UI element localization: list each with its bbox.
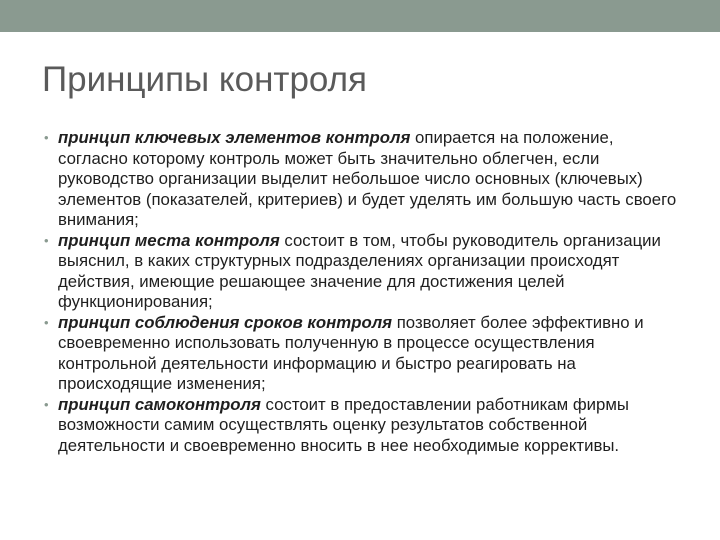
bullet-term: принцип самоконтроля bbox=[58, 394, 261, 414]
bullet-term: принцип места контроля bbox=[58, 230, 280, 250]
top-band bbox=[0, 0, 720, 32]
bullet-text: опирается на положение, согласно которому контроль может быть значительно облегчен, если руководство организации выделит небольшое число основных (ключевых) элементов (показателей, критериев) и будет уделять им большую часть своего внимания; bbox=[58, 128, 677, 229]
bullet-item bbox=[44, 128, 684, 231]
bullet-term: принцип соблюдения сроков контроля bbox=[58, 312, 393, 332]
bullet-item bbox=[44, 395, 684, 457]
bullet-item bbox=[44, 231, 684, 313]
bullet-list bbox=[44, 128, 684, 456]
bullet-item bbox=[44, 313, 684, 395]
slide-title: Принципы контроля bbox=[42, 60, 367, 99]
bullet-term: принцип ключевых элементов контроля bbox=[58, 128, 411, 147]
bullet-text: состоит в том, чтобы руководитель организации выяснил, в каких структурных подразделениях организации происходят действия, имеющие решающее значение для достижения целей функционирования; bbox=[58, 230, 661, 311]
bullet-marker-icon: • bbox=[44, 314, 49, 330]
bullet-text: состоит в предоставлении работникам фирмы возможности самим осуществлять оценку результатов собственной деятельности и своевременно вносить в нее необходимые коррективы. bbox=[58, 394, 629, 455]
bullet-text: позволяет более эффективно и своевременно использовать полученную в процессе осуществления контрольной деятельности информацию и быстро реагировать на происходящие изменения; bbox=[58, 312, 644, 393]
bullet-marker-icon: • bbox=[44, 232, 49, 248]
bullet-marker-icon: • bbox=[44, 396, 49, 412]
bullet-marker-icon: • bbox=[44, 130, 49, 145]
